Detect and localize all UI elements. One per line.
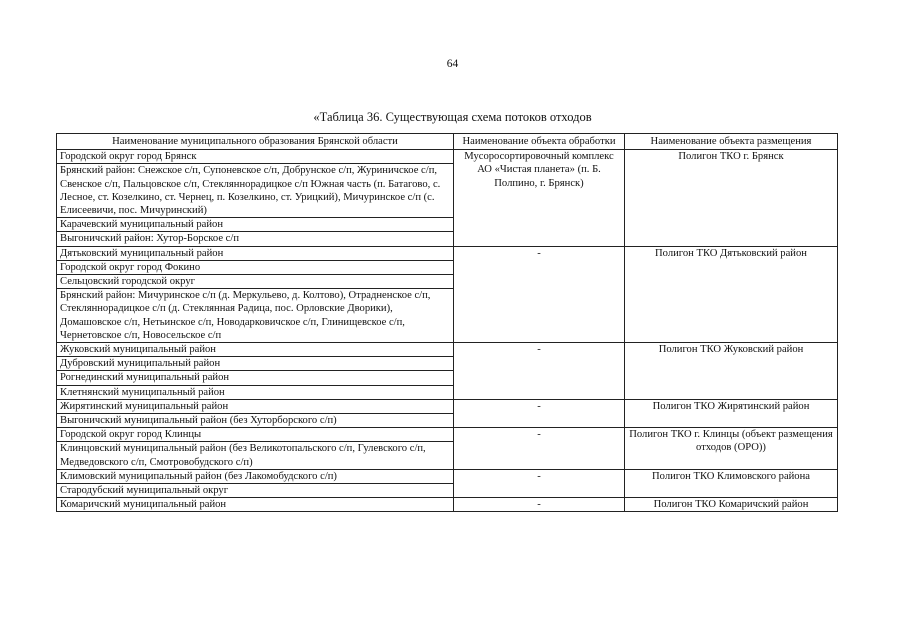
placement-cell: Полигон ТКО Жирятинский район [625, 399, 838, 427]
municipality-cell: Жуковский муниципальный район [57, 343, 454, 357]
municipality-cell: Климовский муниципальный район (без Лакомобудского с/п) [57, 469, 454, 483]
placement-cell: Полигон ТКО г. Брянск [625, 150, 838, 246]
table-row [57, 498, 838, 512]
municipality-cell: Брянский район: Мичуринское с/п (д. Меркульево, д. Колтово), Отрадненское с/п, Стекляннорадицкое с/п (д. Стеклянная Радица, пос. Орловские Дворики), Домашовское с/п, Нетьинское с/п, Новодарковичское с/п, Глинищевское с/п, Чернетовское с/п, Новосельское с/п [57, 289, 454, 343]
table-caption: «Таблица 36. Существующая схема потоков отходов [313, 110, 592, 124]
municipality-cell: Городской округ город Брянск [57, 150, 454, 164]
processing-cell: Мусоросортировочный комплекс АО «Чистая планета» (п. Б. Полпино, г. Брянск) [454, 150, 625, 246]
municipality-cell: Стародубский муниципальный округ [57, 484, 454, 498]
municipality-cell: Клетнянский муниципальный район [57, 385, 454, 399]
placement-cell: Полигон ТКО Дятьковский район [625, 246, 838, 342]
table-row [57, 399, 838, 413]
municipality-cell: Дубровский муниципальный район [57, 357, 454, 371]
municipality-cell: Выгоничский муниципальный район (без Хуторборского с/п) [57, 414, 454, 428]
processing-cell: - [454, 343, 625, 400]
placement-cell: Полигон ТКО Комаричский район [625, 498, 838, 512]
placement-cell: Полигон ТКО Жуковский район [625, 343, 838, 400]
municipality-cell: Клинцовский муниципальный район (без Великотопальского с/п, Гулевского с/п, Медведовского с/п, Смотровобудского с/п) [57, 442, 454, 469]
processing-cell: - [454, 399, 625, 427]
municipality-cell: Рогнединский муниципальный район [57, 371, 454, 385]
page-number: 64 [446, 58, 459, 70]
table-row [57, 428, 838, 442]
municipality-cell: Городской округ город Клинцы [57, 428, 454, 442]
municipality-cell: Жирятинский муниципальный район [57, 399, 454, 413]
header-placement: Наименование объекта размещения [625, 134, 838, 150]
processing-cell: - [454, 246, 625, 342]
municipality-cell: Городской округ город Фокино [57, 260, 454, 274]
placement-cell: Полигон ТКО г. Клинцы (объект размещения отходов (ОРО)) [625, 428, 838, 470]
municipality-cell: Дятьковский муниципальный район [57, 246, 454, 260]
processing-cell: - [454, 498, 625, 512]
municipality-cell: Брянский район: Снежское с/п, Супоневское с/п, Добрунское с/п, Журиничское с/п, Свенское с/п, Пальцовское с/п, Стекляннорадицкое с/п Южная часть (п. Батагово, с. Лесное, ст. Козелкино, ст. Чернец, п. Козелкино, ст. Урицкий), Мичуринское с/п (с. Елисеевичи, пос. Мичуринский) [57, 164, 454, 218]
placement-cell: Полигон ТКО Климовского района [625, 469, 838, 497]
header-processing: Наименование объекта обработки [454, 134, 625, 150]
table-row [57, 343, 838, 357]
header-municipality: Наименование муниципального образования Брянской области [57, 134, 454, 150]
municipality-cell: Выгоничский район: Хутор-Борское с/п [57, 232, 454, 246]
table-row [57, 246, 838, 260]
municipality-cell: Карачевский муниципальный район [57, 218, 454, 232]
processing-cell: - [454, 428, 625, 470]
table-row [57, 469, 838, 483]
processing-cell: - [454, 469, 625, 497]
municipality-cell: Комаричский муниципальный район [57, 498, 454, 512]
waste-flow-table [56, 133, 838, 512]
table-header-row [57, 134, 838, 150]
municipality-cell: Сельцовский городской округ [57, 275, 454, 289]
table-row [57, 150, 838, 164]
